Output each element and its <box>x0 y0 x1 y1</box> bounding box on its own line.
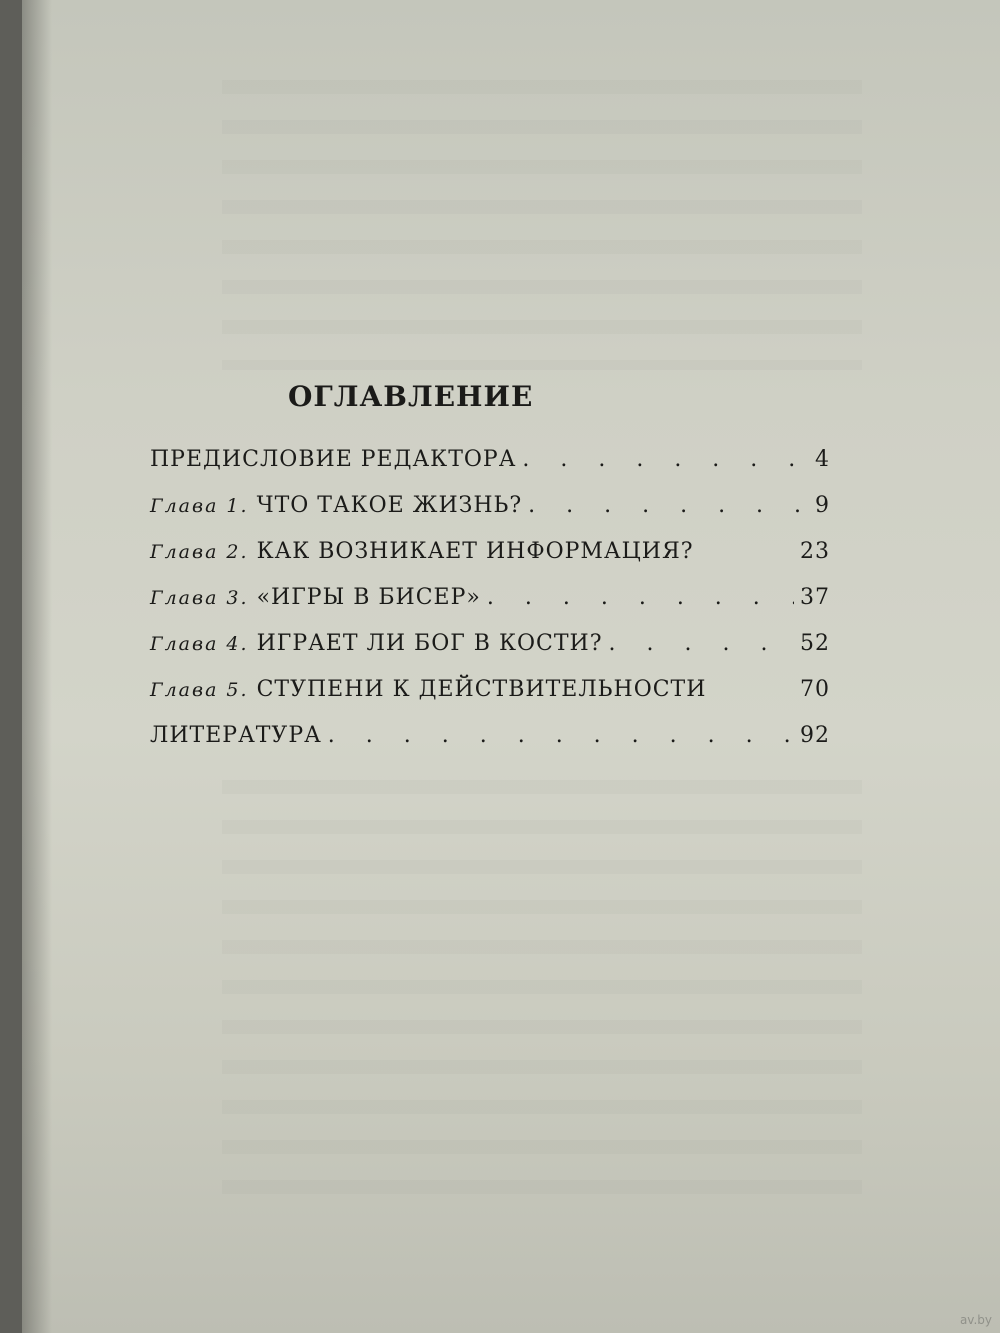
dot-leader <box>328 723 794 748</box>
toc-entry-page: 37 <box>800 585 830 610</box>
show-through-text-lower <box>222 780 862 1200</box>
dot-leader <box>522 447 802 472</box>
toc-entry-page: 23 <box>800 539 830 564</box>
table-of-contents <box>150 380 830 769</box>
chapter-prefix: Глава 4. <box>150 633 249 655</box>
toc-entry-page: 9 <box>815 493 830 518</box>
chapter-prefix: Глава 5. <box>150 679 249 701</box>
book-page <box>22 0 1000 1333</box>
toc-entry-title: ЛИТЕРАТУРА <box>150 723 322 748</box>
toc-title: ОГЛАВЛЕНИЕ <box>288 380 534 413</box>
toc-entry-chapter-1 <box>150 493 830 539</box>
dot-leader <box>609 631 794 656</box>
toc-entry-title: КАК ВОЗНИКАЕТ ИНФОРМАЦИЯ? <box>256 539 694 564</box>
chapter-prefix: Глава 3. <box>150 587 249 609</box>
toc-entry-title: ЧТО ТАКОЕ ЖИЗНЬ? <box>256 493 523 518</box>
toc-entry-page: 52 <box>800 631 830 656</box>
chapter-prefix: Глава 2. <box>150 541 249 563</box>
toc-entry-page: 70 <box>800 677 830 702</box>
toc-entry-title: ПРЕДИСЛОВИЕ РЕДАКТОРА <box>150 447 517 472</box>
toc-entry-chapter-4 <box>150 631 830 677</box>
toc-entry-chapter-2 <box>150 539 830 585</box>
dot-leader <box>528 493 802 518</box>
chapter-prefix: Глава 1. <box>150 495 249 517</box>
toc-entry-chapter-3 <box>150 585 830 631</box>
toc-entry-title: СТУПЕНИ К ДЕЙСТВИТЕЛЬНОСТИ <box>256 677 707 702</box>
toc-entry-title: ИГРАЕТ ЛИ БОГ В КОСТИ? <box>256 631 603 656</box>
dot-leader <box>487 585 794 610</box>
page-edge-shadow <box>22 0 52 1333</box>
toc-entry-title: «ИГРЫ В БИСЕР» <box>256 585 481 610</box>
toc-entry-chapter-5 <box>150 677 830 723</box>
toc-entry-literature <box>150 723 830 769</box>
toc-entry-page: 92 <box>800 723 830 748</box>
watermark: av.by <box>959 1313 992 1327</box>
toc-entry-preface <box>150 447 830 493</box>
show-through-text-upper <box>222 80 862 370</box>
toc-entry-page: 4 <box>815 447 830 472</box>
